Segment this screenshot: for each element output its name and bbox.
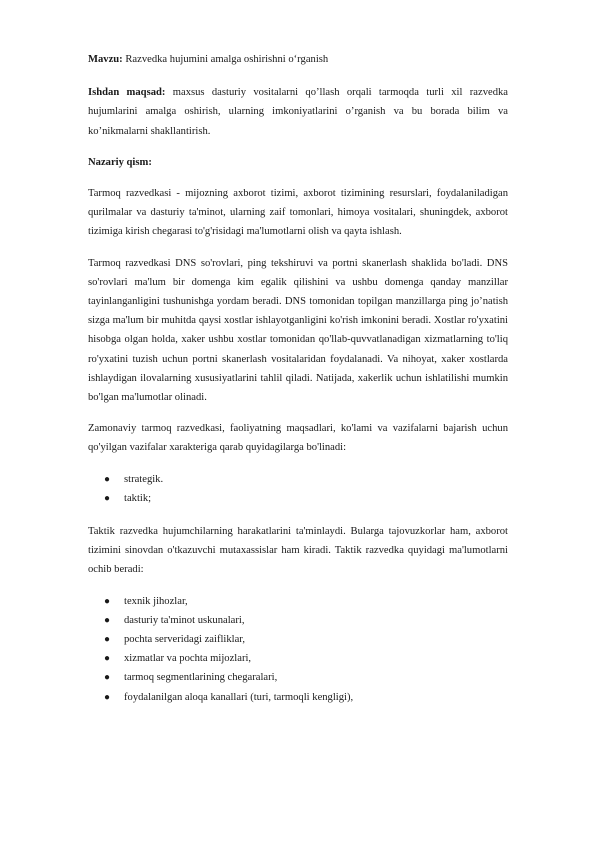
list-item: ● taktik;	[104, 489, 508, 508]
goal-paragraph	[88, 83, 508, 141]
bullet-icon: ●	[104, 691, 111, 703]
tactical-info-list	[88, 592, 508, 707]
bullet-icon: ●	[104, 672, 111, 684]
paragraph-definition: Tarmoq razvedkasi - mijozning axborot tizimi, axborot tizimining resurslari, foydalaniladigan qurilmalar va dasturiy ta'minot, ularning zaif tomonlari, himoya vositalari, shuningdek, axborot tizimiga kirish chegarasi to'g'risidagi ma'lumotlarni olish va qayta ishlash.	[88, 188, 508, 238]
list-item: ● texnik jihozlar,	[104, 592, 508, 611]
paragraph-classification: Zamonaviy tarmoq razvedkasi, faoliyatning maqsadlari, ko'lami va vazifalarni bajarish uchun qo'yilgan vazifalar xarakteriga qarab quyidagilarga bo'linadi:	[88, 423, 508, 454]
bullet-icon: ●	[104, 614, 111, 626]
goal-label: Ishdan maqsad:	[88, 87, 166, 99]
list-item: ● pochta serveridagi zaifliklar,	[104, 630, 508, 649]
bullet-icon: ●	[104, 595, 111, 607]
list-item: ● xizmatlar va pochta mijozlari,	[104, 649, 508, 668]
bullet-icon: ●	[104, 634, 111, 646]
goal-text: maxsus dasturiy vositalarni qo’llash orqali tarmoqda turli xil razvedka hujumlarini amalga oshirish, ularning imkoniyatlarini o’rganish va bu borada bilim va ko’nikmalarni shakllantirish.	[88, 87, 508, 137]
theory-heading: Nazariy qism:	[88, 156, 152, 168]
topic-label: Mavzu:	[88, 54, 123, 65]
document-page	[88, 50, 508, 721]
list-item: ● foydalanilgan aloqa kanallari (turi, tarmoqli kengligi),	[104, 688, 508, 707]
topic-line	[88, 50, 508, 69]
topic-text: Razvedka hujumini amalga oshirishni o‘rganish	[122, 54, 329, 65]
bullet-icon: ●	[104, 653, 111, 665]
classification-list	[88, 470, 508, 508]
list-item: ● tarmoq segmentlarining chegaralari,	[104, 668, 508, 687]
paragraph-methods: Tarmoq razvedkasi DNS so'rovlari, ping tekshiruvi va portni skanerlash shaklida bo'ladi. DNS so'rovlari ma'lum bir domenga kim egalik qilishini va ushbu domenga qanday manzillar tayinlanganligini tushunishga yordam beradi. DNS tomonidan topilgan manzillarga ping jo’natish sizga ma'lum bir muhitda qaysi xostlar ishlayotganligini ko'rish imkonini beradi. Xostlar ro'yxatini hisobga olgan holda, xaker ushbu xostlar tomonidan qo'llab-quvvatlanadigan xizmatlarning to'liq ro'yxatini tuzish uchun portni skanerlash vositalaridan foydalanadi. Va nihoyat, xaker xostlarda ishlaydigan ilovalarning xususiyatlarini tahlil qiladi. Natijada, xakerlik uchun ishlatilishi mumkin bo'lgan ma'lumotlar olinadi.	[88, 257, 508, 404]
list-item: ● strategik.	[104, 470, 508, 489]
bullet-icon: ●	[104, 473, 111, 485]
list-item: ● dasturiy ta'minot uskunalari,	[104, 611, 508, 630]
bullet-icon: ●	[104, 492, 111, 504]
paragraph-tactical: Taktik razvedka hujumchilarning harakatlarini ta'minlaydi. Bularga tajovuzkorlar ham, axborot tizimini sinovdan o'tkazuvchi mutaxassislar ham kiradi. Taktik razvedka quyidagi ma'lumotlarni ochib beradi:	[88, 526, 508, 576]
